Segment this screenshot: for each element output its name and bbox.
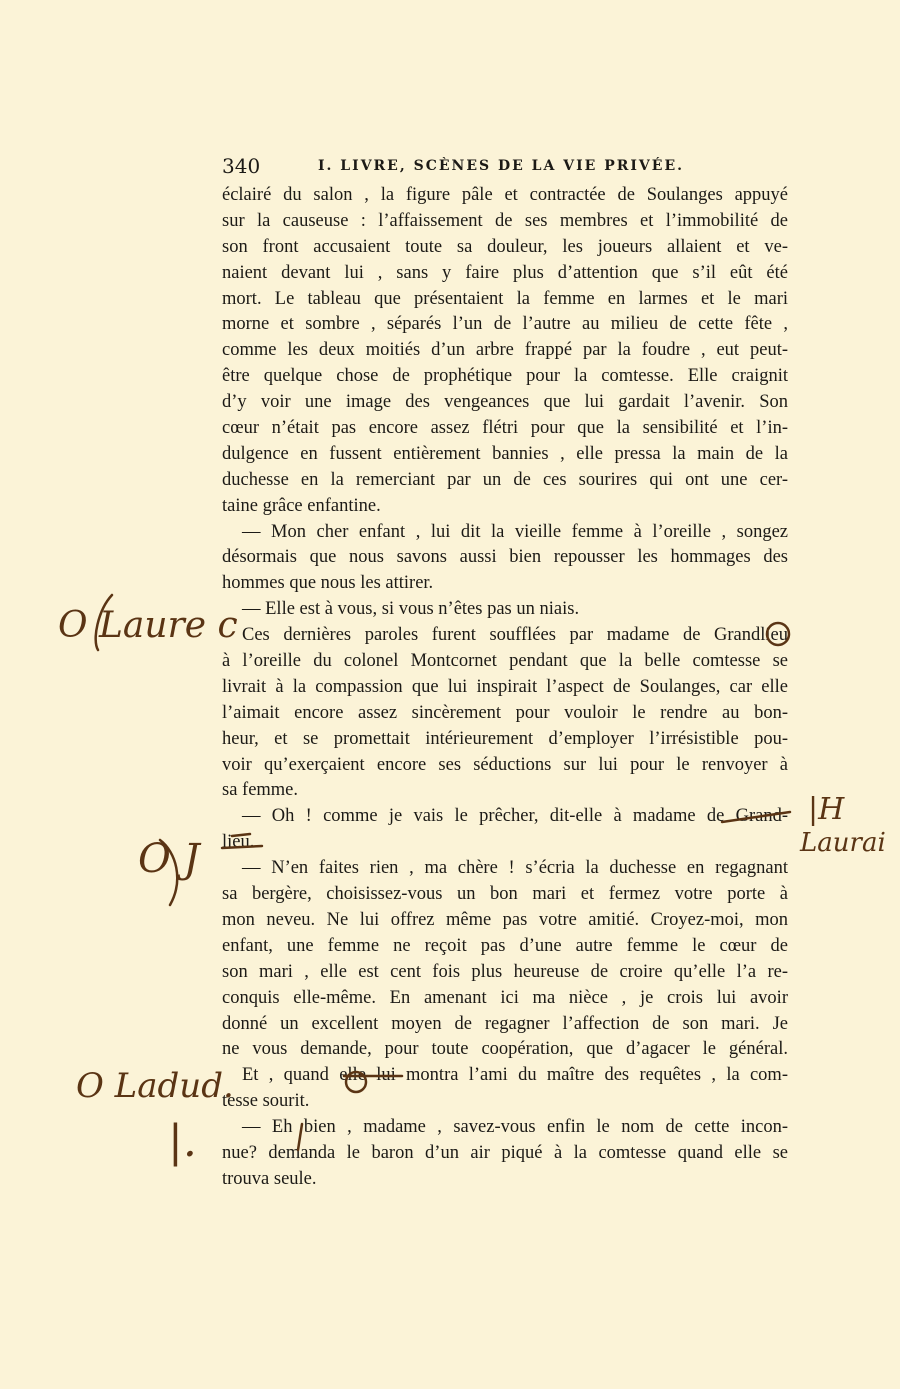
margin-annotation: O J [138, 836, 200, 882]
margin-annotation: |. [168, 1116, 197, 1167]
text-line: être quelque chose de prophétique pour la comtesse. Elle craignit [222, 366, 788, 387]
text-line: Ces dernières paroles furent soufflées par madame de Grandlieu [242, 625, 788, 646]
text-line: son front accusaient toute sa douleur, les joueurs allaient et ve- [222, 236, 788, 257]
text-line: sa femme. [222, 780, 299, 801]
text-line: taine grâce enfantine. [222, 495, 381, 516]
text-line: conquis elle-même. En amenant ici ma nièce , je crois lui avoir [222, 987, 788, 1008]
text-line: — Mon cher enfant , lui dit la vieille femme à l’oreille , songez [242, 521, 788, 542]
page-header [222, 152, 788, 182]
margin-annotation: O Ladud. [76, 1066, 234, 1106]
text-line: donné un excellent moyen de regagner l’affection de son mari. Je [222, 1013, 788, 1034]
text-line: — Elle est à vous, si vous n’êtes pas un niais. [242, 599, 580, 620]
text-line: heur, et se promettait intérieurement d’employer l’irrésistible pou- [222, 728, 788, 749]
text-line: sa bergère, choisissez-vous un bon mari et fermez votre porte à [222, 884, 788, 905]
page-number: 340 [222, 154, 261, 178]
running-title: I. LIVRE, SCÈNES DE LA VIE PRIVÉE. [318, 158, 684, 174]
text-line: Et , quand elle lui montra l’ami du maître des requêtes , la com- [242, 1065, 788, 1086]
body-text [222, 183, 788, 1193]
text-line: enfant, une femme ne reçoit pas d’une autre femme le cœur de [222, 935, 788, 956]
margin-annotation: O Laure c [58, 605, 238, 646]
text-line: ne vous demande, pour toute coopération, que d’agacer le général. [222, 1039, 788, 1060]
text-line: morne et sombre , séparés l’un de l’autre au milieu de cette fête , [222, 314, 788, 335]
margin-annotation: |H [808, 792, 845, 827]
text-line: éclairé du salon , la figure pâle et contractée de Soulanges appuyé [222, 185, 788, 205]
text-line: à l’oreille du colonel Montcornet pendant que la belle comtesse se [222, 651, 788, 672]
text-line: l’aimait encore assez sincèrement pour vouloir le rendre au bon- [222, 702, 788, 723]
text-line: d’y voir une image des vengeances que lui gardait l’avenir. Son [222, 392, 788, 413]
text-line: mon neveu. Ne lui offrez même pas votre amitié. Croyez-moi, mon [222, 909, 788, 930]
margin-annotation: Laurai [800, 828, 886, 858]
text-line: nue? demanda le baron d’un air piqué à la comtesse quand elle se [222, 1142, 788, 1163]
text-line: hommes que nous les attirer. [222, 573, 434, 594]
text-line: lieu. [222, 832, 255, 853]
text-line: naient devant lui , sans y faire plus d’attention que s’il eût été [222, 262, 788, 283]
text-line: dulgence en fussent entièrement bannies , elle pressa la main de la [222, 443, 788, 464]
text-line: voir qu’exerçaient encore ses séductions sur lui pour le renvoyer à [222, 754, 788, 775]
text-line: tesse sourit. [222, 1091, 310, 1112]
text-line: sur la causeuse : l’affaissement de ses membres et l’immobilité de [222, 210, 788, 231]
text-line: comme les deux moitiés d’un arbre frappé par la foudre , eut peut- [222, 340, 788, 361]
text-line: cœur n’était pas encore assez flétri pour que la sensibilité et l’in- [222, 418, 788, 439]
text-line: — Eh bien , madame , savez-vous enfin le nom de cette incon- [242, 1117, 788, 1138]
text-line: désormais que nous savons aussi bien repousser les hommages des [222, 547, 788, 568]
text-line: — N’en faites rien , ma chère ! s’écria la duchesse en regagnant [242, 858, 788, 879]
text-line: duchesse en la remerciant par un de ces sourires qui ont une cer- [222, 469, 788, 490]
text-line: — Oh ! comme je vais le prêcher, dit-elle à madame de Grand- [242, 806, 788, 827]
text-line: son mari , elle est cent fois plus heureuse de croire qu’elle l’a re- [222, 961, 788, 982]
text-line: trouva seule. [222, 1168, 317, 1189]
text-line: livrait à la compassion que lui inspirait l’aspect de Soulanges, car elle [222, 676, 788, 697]
text-line: mort. Le tableau que présentaient la femme en larmes et le mari [222, 288, 788, 309]
